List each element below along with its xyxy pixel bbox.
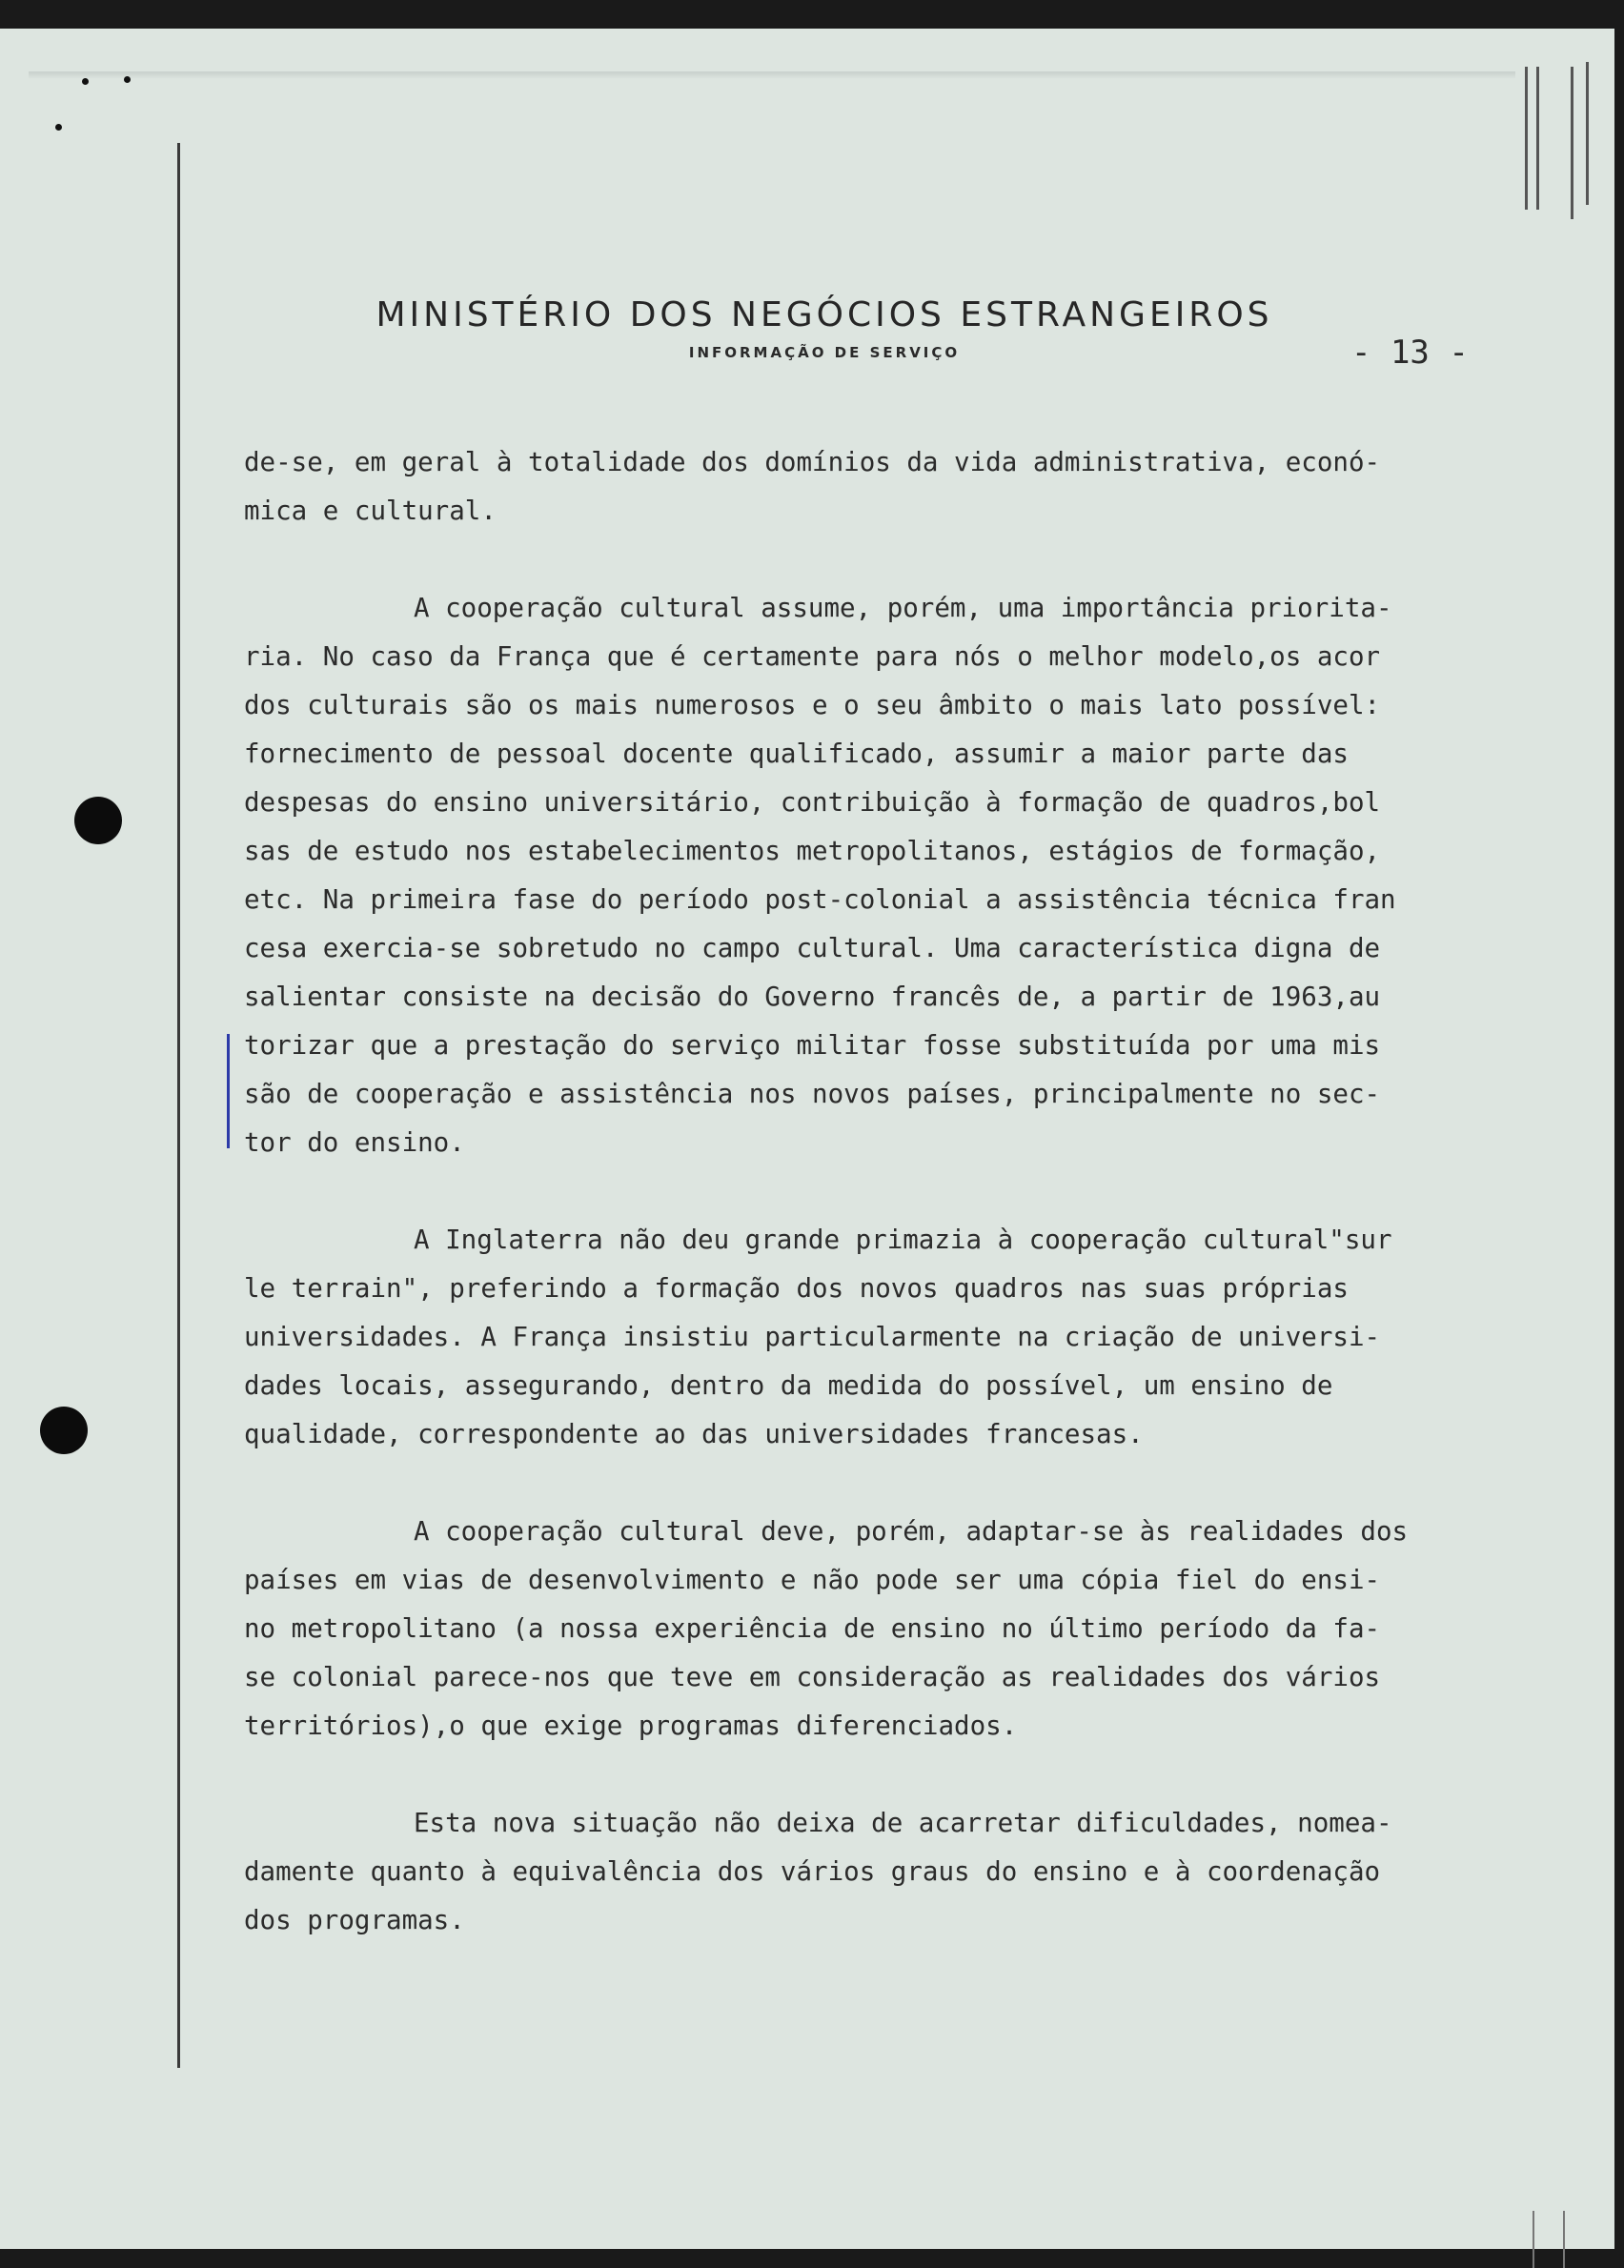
ink-speck: [55, 124, 62, 131]
right-edge-mark: [1536, 67, 1539, 210]
page-number: - 13 -: [1351, 334, 1469, 372]
document-type: INFORMAÇÃO DE SERVIÇO: [688, 344, 961, 361]
punch-hole: [40, 1407, 88, 1454]
text-line: dades locais, assegurando, dentro da medida do possível, um ensino de: [244, 1370, 1333, 1401]
margin-pen-mark: [227, 1034, 230, 1148]
text-line: etc. Na primeira fase do período post-colonial a assistência técnica fran: [244, 884, 1396, 915]
text-line: se colonial parece-nos que teve em consideração as realidades dos vários: [244, 1662, 1381, 1692]
right-edge-mark: [1586, 62, 1589, 205]
text-line: de-se, em geral à totalidade dos domínios da vida administrativa, econó-: [244, 447, 1381, 477]
text-line: países em vias de desenvolvimento e não pode ser uma cópia fiel do ensi-: [244, 1565, 1381, 1595]
text-line: torizar que a prestação do serviço militar fosse substituída por uma mis: [244, 1030, 1381, 1061]
text-line: dos programas.: [244, 1905, 465, 1935]
text-line: A cooperação cultural deve, porém, adaptar-se às realidades dos: [414, 1516, 1409, 1547]
text-line: A cooperação cultural assume, porém, uma importância priorita-: [414, 593, 1392, 623]
top-shadow-band: [29, 71, 1515, 79]
punch-hole: [74, 797, 122, 844]
text-line: le terrain", preferindo a formação dos novos quadros nas suas próprias: [244, 1273, 1349, 1304]
text-line: sas de estudo nos estabelecimentos metropolitanos, estágios de formação,: [244, 836, 1381, 866]
text-line: mica e cultural.: [244, 496, 497, 526]
text-line: tor do ensino.: [244, 1127, 465, 1158]
ministry-name: MINISTÉRIO DOS NEGÓCIOS ESTRANGEIROS: [376, 295, 1273, 334]
document-body: [244, 438, 1512, 1945]
right-edge-mark: [1525, 67, 1528, 210]
text-line: cesa exercia-se sobretudo no campo cultural. Uma característica digna de: [244, 933, 1381, 963]
text-line: qualidade, correspondente ao das universidades francesas.: [244, 1419, 1144, 1449]
text-line: A Inglaterra não deu grande primazia à cooperação cultural"sur: [414, 1225, 1392, 1255]
text-line: despesas do ensino universitário, contribuição à formação de quadros,bol: [244, 787, 1381, 818]
left-margin-line: [177, 143, 180, 2068]
text-line: fornecimento de pessoal docente qualificado, assumir a maior parte das: [244, 739, 1349, 769]
text-line: territórios),o que exige programas diferenciados.: [244, 1711, 1018, 1741]
text-line: ria. No caso da França que é certamente para nós o melhor modelo,os acor: [244, 641, 1381, 672]
ink-speck: [82, 78, 89, 85]
text-line: universidades. A França insistiu particularmente na criação de universi-: [244, 1322, 1381, 1352]
bottom-edge-mark: [1533, 2211, 1565, 2268]
text-line: são de cooperação e assistência nos novos países, principalmente no sec-: [244, 1079, 1381, 1109]
letterhead: [286, 295, 1363, 361]
text-line: salientar consiste na decisão do Governo francês de, a partir de 1963,au: [244, 982, 1381, 1012]
right-edge-mark: [1571, 67, 1573, 219]
text-line: dos culturais são os mais numerosos e o seu âmbito o mais lato possível:: [244, 690, 1381, 720]
text-line: no metropolitano (a nossa experiência de ensino no último período da fa-: [244, 1613, 1381, 1644]
ink-speck: [124, 76, 131, 83]
text-line: damente quanto à equivalência dos vários graus do ensino e à coordenação: [244, 1856, 1381, 1887]
text-line: Esta nova situação não deixa de acarretar dificuldades, nomea-: [414, 1808, 1392, 1838]
